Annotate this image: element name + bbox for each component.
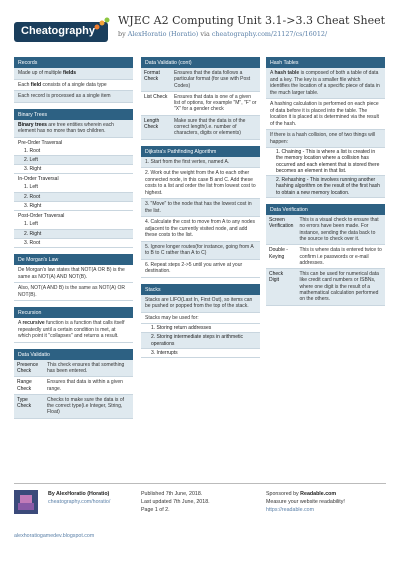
logo-dots-icon (93, 17, 111, 31)
binary-trees-intro: Binary trees are tree entities wherein each element has no more than two children. (14, 120, 133, 138)
list-item: 6. Repeat steps 2->5 until you arrive at your destination. (141, 260, 260, 278)
table-row: List Check Ensures that data is one of a given list of options, for example "M", "F" or "X" for a gender check (141, 91, 260, 115)
list-item: 4. Calculate the cost to move from A to any nodes adjacent to the currently visited node, and add these costs to the list. (141, 217, 260, 242)
footer-dates (141, 490, 210, 514)
stacks-used-for: Stacks may be used for: (141, 313, 260, 325)
recursion-text: A recursive function is a function that calls itself repeatedly until a certain condition is met, at which point it "collapses" and returns a result. (14, 318, 133, 343)
data-validation-cont-section (141, 57, 260, 140)
list-item: 2. Left (14, 156, 133, 165)
cheatography-logo[interactable] (14, 22, 108, 42)
table-row: Presence Check This check ensures that something has been entered. (14, 360, 133, 377)
table-row: Check Digit This can be used for numerical data like credit card numbers or ISBNs, where one digit is the result of a mathematical calculation performed on the others. (266, 269, 385, 305)
hash-tables-para-3: If there is a hash collision, one of two things will happen: (266, 130, 385, 148)
data-validation-section (14, 349, 133, 419)
list-item: 3. "Move" to the node that has the lowest cost in the list. (141, 199, 260, 217)
data-verification-heading: Data Verification (266, 204, 385, 215)
blog-link[interactable]: alexhoratiogamedev.blogspot.com (14, 533, 95, 539)
data-verification-section (266, 204, 385, 306)
sheet-url-link[interactable]: cheatography.com/21127/cs/16012/ (211, 30, 328, 38)
data-validation-cont-table (141, 68, 260, 140)
recursion-heading: Recursion (14, 307, 133, 318)
de-morgan-heading: De Morgan's Law (14, 254, 133, 265)
table-row: Screen Verification This is a visual check to ensure that no errors have been made. For instance, sending the data back to the source to check over it. (266, 215, 385, 245)
list-item: 1. Start from the first vertex, named A. (141, 157, 260, 169)
list-item: 3. Root (14, 239, 133, 248)
table-row: Range Check Ensures that data is within a given range. (14, 377, 133, 395)
de-morgan-section (14, 254, 133, 301)
published-date: Published 7th June, 2018. (141, 491, 203, 497)
records-heading: Records (14, 57, 133, 68)
dijkstra-section (141, 146, 260, 278)
updated-date: Last updated 7th June, 2018. (141, 499, 210, 505)
column-1 (14, 57, 133, 425)
table-row: Type Check Checks to make sure the data is of the correct type(i.e Integer, String, Float) (14, 394, 133, 418)
in-order-title: In-Order Traversal (18, 176, 59, 183)
column-3 (266, 57, 385, 312)
stacks-intro: Stacks are LIFO(Last In, First Out), so items can be pushed or popped from the top of the stack. (141, 295, 260, 313)
de-morgan-line-1: De Morgan's law states that NOT(A OR B) is the same as NOT(A) AND NOT(B). (14, 265, 133, 283)
footer (14, 483, 386, 528)
binary-trees-section (14, 109, 133, 249)
sponsor-link[interactable]: https://readable.com (266, 507, 314, 513)
records-section (14, 57, 133, 103)
list-item: 2. Root (14, 193, 133, 202)
list-item: Each record is processed as a single item (14, 91, 133, 103)
page-title: WJEC A2 Computing Unit 3.1->3.3 Cheat Sheet (118, 14, 386, 27)
data-validation-heading: Data Validatio (14, 349, 133, 360)
post-order-title: Post-Order Traversal (18, 213, 65, 220)
dijkstra-heading: Dijkstra's Pathfinding Algorithm (141, 146, 260, 157)
footer-sponsor: Sponsored by Readable.com Measure your website readability! https://readable.com (266, 491, 345, 513)
table-row: Double - Keying This is where data is entered twice to confirm i.e passwords or e-mail addresses. (266, 245, 385, 269)
list-item: 5. Ignore longer routes(for instance, going from A to B to C rather than A to C) (141, 242, 260, 260)
hash-tables-section (266, 57, 385, 198)
avatar[interactable] (14, 490, 38, 514)
footer-author-link[interactable]: cheatography.com/horatio/ (48, 499, 111, 505)
pre-order-title: Pre-Order Traversal (18, 139, 63, 146)
header (0, 0, 400, 50)
data-validation-cont-heading: Data Validatio (cont) (141, 57, 260, 68)
binary-trees-heading: Binary Trees (14, 109, 133, 120)
hash-tables-para-2: A hashing calculation is performed on each piece of data before it is placed into the table. The location it is placed at is determined via the result of the hash. (266, 99, 385, 130)
list-item: 3. Right (14, 165, 133, 174)
hash-tables-heading: Hash Tables (266, 57, 385, 68)
data-validation-table (14, 360, 133, 419)
hash-tables-para-1: A hash table is composed of both a table of data and a key. The key is a smaller file which identifies the location of a specific piece of data in the much larger table. (266, 68, 385, 99)
list-item: 2. Work out the weight from the A to each other connected node, in this case B and C. Add these costs to a list and order the list from lowest cost to highest. (141, 168, 260, 199)
list-item: 3. Interrupts (141, 349, 260, 358)
list-item: 1. Chaining - This is where a list is created in the memory location where a collision has occurred and each element that is stored there becomes an element in that list. (266, 148, 385, 176)
table-row: Format Check Ensures that the data follows a particular format (for use with Post Codes) (141, 68, 260, 91)
sponsor-line: Measure your website readability! (266, 499, 345, 505)
list-item: 1. Root (14, 147, 133, 156)
list-item: 1. Left (14, 220, 133, 229)
de-morgan-line-2: Also, NOT(A AND B) is the same as NOT(A) OR NOT(B). (14, 283, 133, 301)
author-link[interactable]: AlexHoratio (Horatio) (127, 30, 199, 38)
page-number: Page 1 of 2. (141, 507, 170, 513)
list-item: Made up of multiple fields (14, 68, 133, 80)
list-item: 2. Rehashing - This involves running another hashing algorithm on the result of the first hash to obtain a new memory location. (266, 176, 385, 198)
logo-text: Cheatography (21, 25, 95, 37)
footer-author-name[interactable]: AlexHoratio (Horatio) (56, 491, 110, 497)
list-item: 3. Right (14, 202, 133, 211)
list-item: 1. Storing return addresses (141, 324, 260, 333)
footer-author: By AlexHoratio (Horatio) cheatography.com/horatio/ (48, 491, 111, 505)
list-item: Each field consists of a single data type (14, 80, 133, 92)
list-item: 1. Left (14, 183, 133, 192)
column-2 (141, 57, 260, 364)
table-row: Length Check Make sure that the data is of the correct length(i.e. number of characters, digits or elements) (141, 115, 260, 139)
stacks-heading: Stacks (141, 284, 260, 295)
recursion-section (14, 307, 133, 343)
stacks-section (141, 284, 260, 359)
list-item: 2. Storing intermediate steps in arithmetic operations (141, 333, 260, 349)
byline: by AlexHoratio (Horatio) via cheatography.com/21127/cs/16012/ (118, 30, 328, 38)
data-verification-table (266, 215, 385, 306)
sponsor-name[interactable]: Readable.com (300, 491, 337, 497)
list-item: 2. Right (14, 230, 133, 239)
